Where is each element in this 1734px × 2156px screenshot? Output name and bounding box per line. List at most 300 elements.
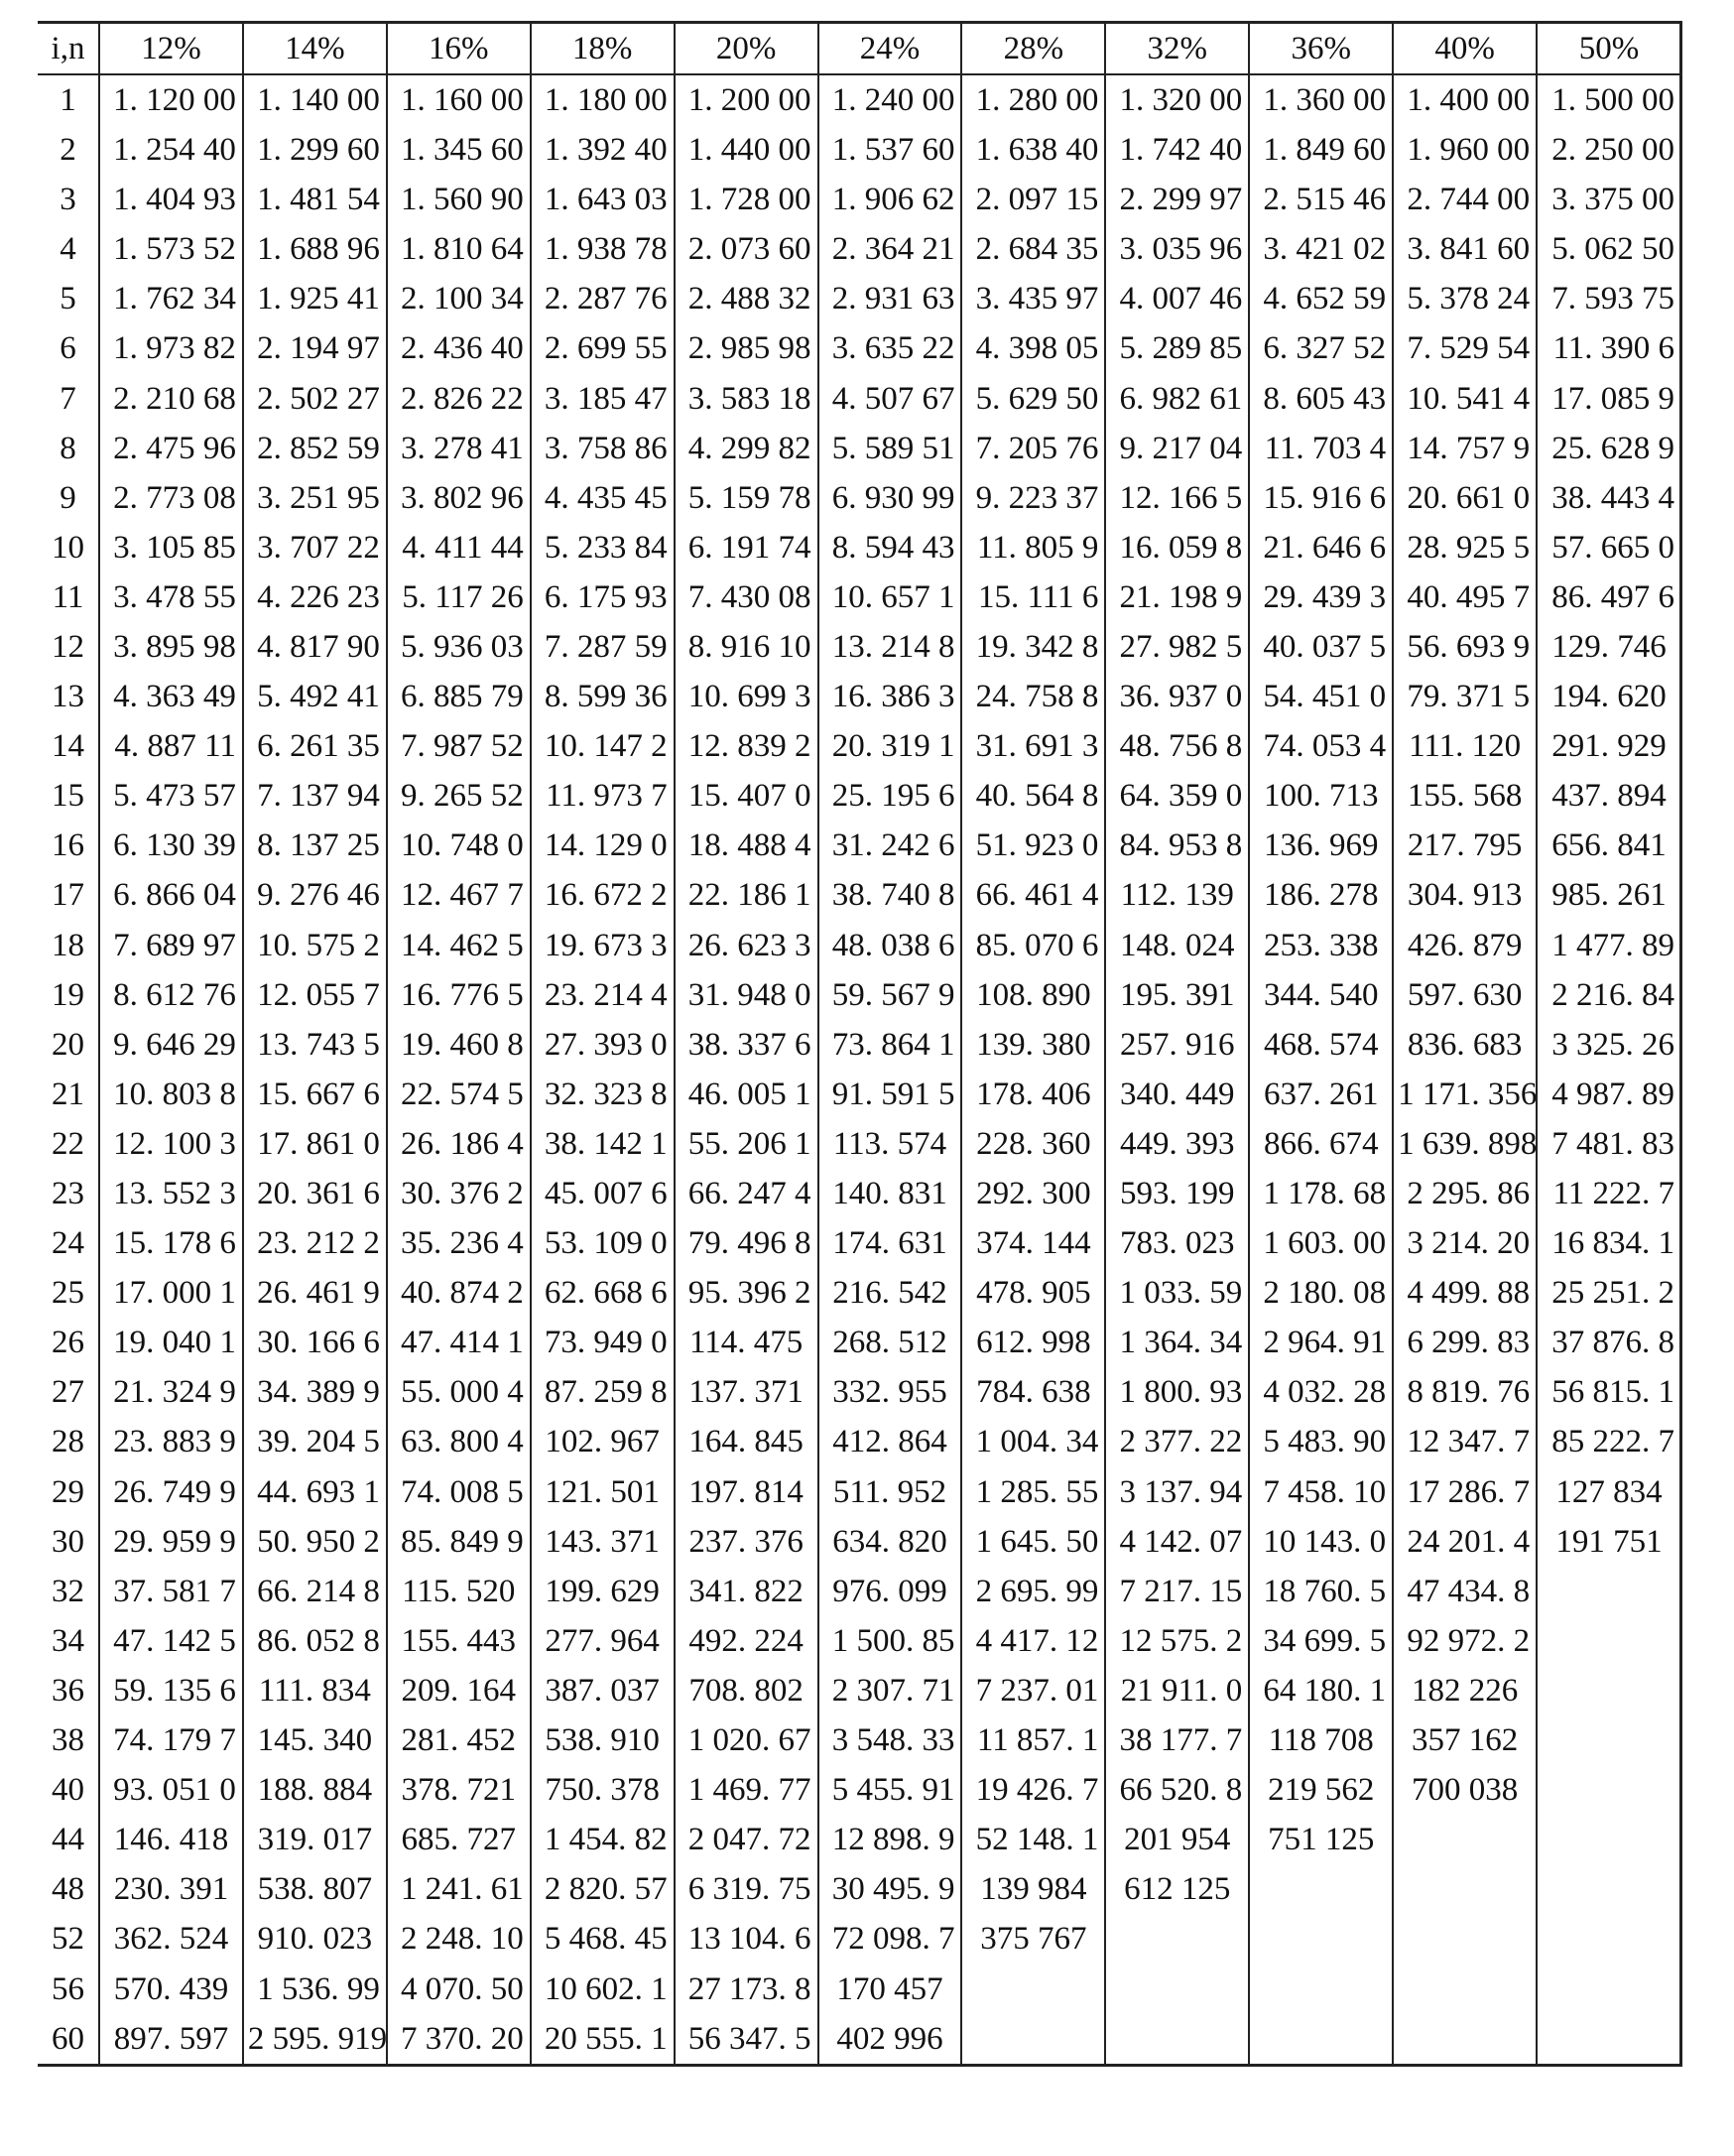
factor-cell: 25 251. 2 [1537,1268,1680,1318]
factor-cell [1393,1864,1537,1914]
period-cell: 12 [52,628,84,665]
factor-cell: 19. 673 3 [531,921,675,970]
factor-cell: 47. 142 5 [99,1616,243,1666]
factor-cell: 11. 973 7 [531,771,675,821]
factor-cell: 8. 612 76 [99,970,243,1020]
table-row [38,1268,1680,1318]
period-cell: 22 [52,1125,84,1162]
factor-cell: 1. 643 03 [531,175,675,224]
factor-cell: 1. 360 00 [1249,74,1393,125]
factor-cell: 1. 810 64 [387,224,531,274]
factor-cell: 7. 593 75 [1537,274,1680,323]
period-cell: 38 [52,1722,84,1759]
table-row [38,821,1680,870]
period-cell: 60 [38,2014,99,2066]
factor-cell: 2. 826 22 [387,373,531,423]
period-cell: 1 [60,82,76,118]
table-row [38,1020,1680,1070]
table-row [38,1715,1680,1765]
factor-cell [1105,2014,1249,2066]
factor-cell: 16. 059 8 [1105,523,1249,572]
factor-cell: 10. 803 8 [99,1070,243,1119]
factor-cell: 17. 861 0 [243,1119,387,1169]
factor-cell: 4. 398 05 [961,323,1105,373]
factor-cell: 22. 574 5 [387,1070,531,1119]
factor-cell: 102. 967 [531,1417,675,1466]
corner-header: i,n [38,23,99,75]
factor-cell: 2 377. 22 [1105,1417,1249,1466]
factor-cell: 593. 199 [1105,1169,1249,1218]
factor-cell: 281. 452 [387,1715,531,1765]
table-row [38,1815,1680,1864]
factor-cell: 3. 105 85 [99,523,243,572]
factor-cell: 146. 418 [99,1815,243,1864]
factor-cell: 19. 460 8 [387,1020,531,1070]
factor-cell: 4. 007 46 [1105,274,1249,323]
factor-cell: 478. 905 [961,1268,1105,1318]
factor-cell: 24 201. 4 [1393,1517,1537,1567]
factor-cell: 85 222. 7 [1537,1417,1680,1466]
factor-cell: 48. 038 6 [818,921,962,970]
factor-cell: 11. 390 6 [1537,323,1680,373]
factor-cell: 54. 451 0 [1249,672,1393,721]
factor-cell [1537,1765,1680,1815]
factor-cell: 219 562 [1249,1765,1393,1815]
factor-cell: 12. 166 5 [1105,473,1249,523]
factor-cell: 26. 749 9 [99,1467,243,1517]
factor-cell: 17. 085 9 [1537,373,1680,423]
table-row [38,2014,1680,2066]
factor-cell: 1. 537 60 [818,125,962,175]
factor-cell: 1. 925 41 [243,274,387,323]
factor-cell: 4. 411 44 [387,523,531,572]
factor-cell: 4 499. 88 [1393,1268,1537,1318]
factor-cell: 257. 916 [1105,1020,1249,1070]
factor-cell: 1. 500 00 [1537,74,1680,125]
factor-cell: 13. 552 3 [99,1169,243,1218]
factor-cell: 4. 887 11 [99,721,243,771]
period-cell: 30 [52,1523,84,1560]
table-row [38,125,1680,175]
factor-cell: 74. 179 7 [99,1715,243,1765]
factor-cell: 11 857. 1 [961,1715,1105,1765]
factor-cell: 14. 129 0 [531,821,675,870]
factor-cell: 19. 040 1 [99,1318,243,1367]
rate-header: 36% [1249,23,1393,75]
factor-cell: 113. 574 [818,1119,962,1169]
factor-cell: 1. 392 40 [531,125,675,175]
period-cell: 56 [52,1970,84,2007]
factor-cell: 985. 261 [1537,870,1680,920]
factor-cell: 5 483. 90 [1249,1417,1393,1466]
period-cell: 6 [60,330,76,367]
factor-cell: 449. 393 [1105,1119,1249,1169]
factor-cell: 112. 139 [1105,870,1249,920]
factor-cell: 2 248. 10 [387,1914,531,1964]
factor-cell: 64 180. 1 [1249,1666,1393,1715]
factor-cell: 45. 007 6 [531,1169,675,1218]
factor-cell: 836. 683 [1393,1020,1537,1070]
factor-cell: 108. 890 [961,970,1105,1020]
factor-cell: 21. 198 9 [1105,572,1249,622]
factor-cell: 2 295. 86 [1393,1169,1537,1218]
factor-cell: 6 299. 83 [1393,1318,1537,1367]
factor-cell: 3. 478 55 [99,572,243,622]
factor-cell: 38 177. 7 [1105,1715,1249,1765]
factor-cell: 2. 210 68 [99,373,243,423]
factor-cell: 5. 492 41 [243,672,387,721]
factor-cell: 195. 391 [1105,970,1249,1020]
period-cell: 3 [60,182,76,218]
factor-cell: 1 178. 68 [1249,1169,1393,1218]
factor-cell: 217. 795 [1393,821,1537,870]
period-cell: 9 [60,479,76,516]
factor-cell: 6. 175 93 [531,572,675,622]
factor-cell: 38. 337 6 [675,1020,818,1070]
factor-cell: 19 426. 7 [961,1765,1105,1815]
factor-cell: 2 595. 919 [243,2014,387,2066]
table-row [38,1119,1680,1169]
factor-cell [961,2014,1105,2066]
factor-cell: 27 173. 8 [675,1964,818,2013]
factor-cell: 59. 135 6 [99,1666,243,1715]
factor-cell: 2. 515 46 [1249,175,1393,224]
table-row [38,672,1680,721]
factor-cell: 20. 361 6 [243,1169,387,1218]
factor-cell: 84. 953 8 [1105,821,1249,870]
table-row [38,175,1680,224]
factor-cell: 10 602. 1 [531,1964,675,2013]
factor-cell: 2. 073 60 [675,224,818,274]
factor-cell: 9. 223 37 [961,473,1105,523]
factor-cell: 2. 502 27 [243,373,387,423]
factor-cell: 164. 845 [675,1417,818,1466]
factor-cell: 121. 501 [531,1467,675,1517]
factor-cell: 3. 583 18 [675,373,818,423]
factor-cell: 1 800. 93 [1105,1367,1249,1417]
factor-cell: 10. 657 1 [818,572,962,622]
factor-cell: 2. 931 63 [818,274,962,323]
factor-cell: 31. 948 0 [675,970,818,1020]
factor-cell: 5 455. 91 [818,1765,962,1815]
factor-cell: 597. 630 [1393,970,1537,1020]
factor-cell: 93. 051 0 [99,1765,243,1815]
factor-cell: 6 319. 75 [675,1864,818,1914]
factor-cell [1537,1964,1680,2013]
factor-cell: 1 241. 61 [387,1864,531,1914]
factor-cell: 15. 407 0 [675,771,818,821]
factor-cell: 511. 952 [818,1467,962,1517]
factor-cell: 1 285. 55 [961,1467,1105,1517]
factor-cell: 5. 117 26 [387,572,531,622]
rate-header: 50% [1537,23,1680,75]
factor-cell: 16 834. 1 [1537,1218,1680,1268]
factor-cell: 20 555. 1 [531,2014,675,2066]
factor-cell: 21. 646 6 [1249,523,1393,572]
factor-cell: 492. 224 [675,1616,818,1666]
factor-cell: 74. 053 4 [1249,721,1393,771]
factor-cell: 277. 964 [531,1616,675,1666]
factor-cell: 253. 338 [1249,921,1393,970]
factor-cell: 11. 805 9 [961,523,1105,572]
period-cell: 32 [52,1573,84,1609]
factor-cell: 4 032. 28 [1249,1367,1393,1417]
factor-cell: 4. 363 49 [99,672,243,721]
factor-cell: 79. 496 8 [675,1218,818,1268]
factor-cell: 387. 037 [531,1666,675,1715]
factor-cell [1249,1964,1393,2013]
table-row [38,970,1680,1020]
rate-header: 24% [818,23,962,75]
period-cell: 24 [52,1225,84,1262]
factor-cell: 700 038 [1393,1765,1537,1815]
factor-cell: 374. 144 [961,1218,1105,1268]
factor-cell [1537,1815,1680,1864]
factor-cell: 155. 568 [1393,771,1537,821]
factor-cell: 191 751 [1537,1517,1680,1567]
factor-cell: 10 143. 0 [1249,1517,1393,1567]
factor-cell: 136. 969 [1249,821,1393,870]
factor-cell: 228. 360 [961,1119,1105,1169]
factor-cell: 170 457 [818,1964,962,2013]
factor-cell: 3. 635 22 [818,323,962,373]
factor-cell [1249,1914,1393,1964]
factor-cell: 7 370. 20 [387,2014,531,2066]
factor-cell: 48. 756 8 [1105,721,1249,771]
factor-cell: 16. 386 3 [818,672,962,721]
factor-cell: 37. 581 7 [99,1567,243,1616]
factor-cell: 12. 100 3 [99,1119,243,1169]
factor-cell: 95. 396 2 [675,1268,818,1318]
factor-cell: 19. 342 8 [961,622,1105,672]
factor-cell: 66. 214 8 [243,1567,387,1616]
factor-cell: 7. 430 08 [675,572,818,622]
period-cell: 28 [52,1424,84,1460]
factor-cell: 1 004. 34 [961,1417,1105,1466]
factor-cell: 139 984 [961,1864,1105,1914]
factor-cell: 6. 866 04 [99,870,243,920]
factor-cell: 15. 916 6 [1249,473,1393,523]
table-row [38,721,1680,771]
factor-cell: 46. 005 1 [675,1070,818,1119]
factor-cell [1393,1964,1537,2013]
factor-cell: 3. 895 98 [99,622,243,672]
factor-cell: 2. 100 34 [387,274,531,323]
factor-cell: 332. 955 [818,1367,962,1417]
factor-cell: 612. 998 [961,1318,1105,1367]
factor-cell: 344. 540 [1249,970,1393,1020]
factor-cell: 1 477. 89 [1537,921,1680,970]
factor-cell: 12. 839 2 [675,721,818,771]
factor-cell: 2. 744 00 [1393,175,1537,224]
factor-cell: 21. 324 9 [99,1367,243,1417]
factor-cell: 92 972. 2 [1393,1616,1537,1666]
period-cell: 29 [52,1473,84,1510]
factor-cell: 36. 937 0 [1105,672,1249,721]
factor-cell: 47. 414 1 [387,1318,531,1367]
factor-cell: 178. 406 [961,1070,1105,1119]
factor-cell: 8. 599 36 [531,672,675,721]
rate-header: 18% [531,23,675,75]
factor-cell: 1 536. 99 [243,1964,387,2013]
factor-cell: 20. 661 0 [1393,473,1537,523]
factor-cell: 237. 376 [675,1517,818,1567]
table-row [38,1218,1680,1268]
factor-cell: 9. 276 46 [243,870,387,920]
factor-cell: 1. 404 93 [99,175,243,224]
factor-cell: 3. 707 22 [243,523,387,572]
factor-cell: 186. 278 [1249,870,1393,920]
factor-cell: 2. 194 97 [243,323,387,373]
factor-cell: 53. 109 0 [531,1218,675,1268]
factor-cell: 11. 703 4 [1249,424,1393,473]
table-row [38,870,1680,920]
factor-cell: 1. 254 40 [99,125,243,175]
factor-cell: 1. 638 40 [961,125,1105,175]
factor-cell: 2 180. 08 [1249,1268,1393,1318]
factor-cell: 1. 938 78 [531,224,675,274]
rate-header: 20% [675,23,818,75]
factor-cell: 145. 340 [243,1715,387,1765]
table-row [38,74,1680,125]
factor-cell: 656. 841 [1537,821,1680,870]
factor-cell: 7. 137 94 [243,771,387,821]
rate-header: 40% [1393,23,1537,75]
factor-cell [1537,1715,1680,1765]
factor-cell: 612 125 [1105,1864,1249,1914]
factor-cell: 111. 120 [1393,721,1537,771]
factor-cell: 2. 250 00 [1537,125,1680,175]
factor-cell: 188. 884 [243,1765,387,1815]
factor-cell: 16. 672 2 [531,870,675,920]
factor-cell: 17. 000 1 [99,1268,243,1318]
factor-cell: 9. 646 29 [99,1020,243,1070]
table-row [38,274,1680,323]
factor-cell: 38. 443 4 [1537,473,1680,523]
table-row [38,473,1680,523]
factor-cell: 6. 191 74 [675,523,818,572]
factor-cell: 201 954 [1105,1815,1249,1864]
factor-cell: 6. 930 99 [818,473,962,523]
factor-cell: 3. 841 60 [1393,224,1537,274]
factor-cell: 2. 287 76 [531,274,675,323]
factor-cell: 7 217. 15 [1105,1567,1249,1616]
factor-cell: 8. 916 10 [675,622,818,672]
factor-cell: 3. 185 47 [531,373,675,423]
factor-cell: 10. 748 0 [387,821,531,870]
factor-cell: 2. 097 15 [961,175,1105,224]
factor-cell: 708. 802 [675,1666,818,1715]
factor-cell: 291. 929 [1537,721,1680,771]
factor-cell: 13. 214 8 [818,622,962,672]
factor-cell [1393,2014,1537,2066]
factor-cell: 1. 481 54 [243,175,387,224]
factor-cell: 30. 376 2 [387,1169,531,1218]
factor-cell [1249,2014,1393,2066]
factor-cell: 1 645. 50 [961,1517,1105,1567]
table-row [38,1964,1680,2013]
factor-cell: 129. 746 [1537,622,1680,672]
factor-cell: 230. 391 [99,1864,243,1914]
factor-cell: 4. 652 59 [1249,274,1393,323]
period-cell: 48 [52,1871,84,1908]
factor-cell: 66. 461 4 [961,870,1105,920]
factor-cell: 1. 240 00 [818,74,962,125]
period-cell: 14 [52,728,84,765]
factor-cell: 34 699. 5 [1249,1616,1393,1666]
factor-cell: 24. 758 8 [961,672,1105,721]
factor-cell: 6. 327 52 [1249,323,1393,373]
factor-cell: 85. 849 9 [387,1517,531,1567]
factor-cell: 783. 023 [1105,1218,1249,1268]
factor-cell: 12 898. 9 [818,1815,962,1864]
factor-cell: 1. 320 00 [1105,74,1249,125]
factor-cell: 2. 852 59 [243,424,387,473]
factor-cell: 30 495. 9 [818,1864,962,1914]
factor-cell: 15. 111 6 [961,572,1105,622]
factor-cell: 2. 436 40 [387,323,531,373]
table-row [38,1467,1680,1517]
factor-cell: 751 125 [1249,1815,1393,1864]
factor-cell: 73. 949 0 [531,1318,675,1367]
factor-cell: 47 434. 8 [1393,1567,1537,1616]
period-cell: 44 [52,1822,84,1858]
factor-cell: 1. 849 60 [1249,125,1393,175]
factor-cell: 55. 206 1 [675,1119,818,1169]
factor-cell: 538. 807 [243,1864,387,1914]
factor-cell [1537,1666,1680,1715]
factor-cell: 50. 950 2 [243,1517,387,1567]
factor-cell: 5. 589 51 [818,424,962,473]
factor-cell: 30. 166 6 [243,1318,387,1367]
factor-cell: 1 364. 34 [1105,1318,1249,1367]
factor-cell: 1. 440 00 [675,125,818,175]
factor-cell: 64. 359 0 [1105,771,1249,821]
factor-cell: 38. 740 8 [818,870,962,920]
factor-cell: 34. 389 9 [243,1367,387,1417]
period-cell: 2 [60,132,76,169]
period-cell: 26 [52,1325,84,1361]
table-row [38,323,1680,373]
factor-cell: 23. 214 4 [531,970,675,1020]
factor-cell: 14. 462 5 [387,921,531,970]
factor-cell: 976. 099 [818,1567,962,1616]
period-cell: 52 [52,1921,84,1958]
table-row [38,1517,1680,1567]
period-cell: 23 [52,1176,84,1212]
factor-cell: 40. 037 5 [1249,622,1393,672]
factor-cell: 29. 959 9 [99,1517,243,1567]
factor-cell: 26. 461 9 [243,1268,387,1318]
factor-cell: 66 520. 8 [1105,1765,1249,1815]
factor-cell: 5. 378 24 [1393,274,1537,323]
factor-cell: 1. 728 00 [675,175,818,224]
factor-cell: 292. 300 [961,1169,1105,1218]
factor-cell: 10. 541 4 [1393,373,1537,423]
factor-cell: 1. 180 00 [531,74,675,125]
factor-cell: 25. 195 6 [818,771,962,821]
factor-cell: 7. 287 59 [531,622,675,672]
factor-cell: 1 454. 82 [531,1815,675,1864]
factor-cell: 319. 017 [243,1815,387,1864]
factor-cell: 57. 665 0 [1537,523,1680,572]
factor-cell: 7. 529 54 [1393,323,1537,373]
factor-cell: 18. 488 4 [675,821,818,870]
factor-cell: 39. 204 5 [243,1417,387,1466]
factor-cell: 140. 831 [818,1169,962,1218]
factor-cell: 111. 834 [243,1666,387,1715]
factor-cell: 5. 936 03 [387,622,531,672]
